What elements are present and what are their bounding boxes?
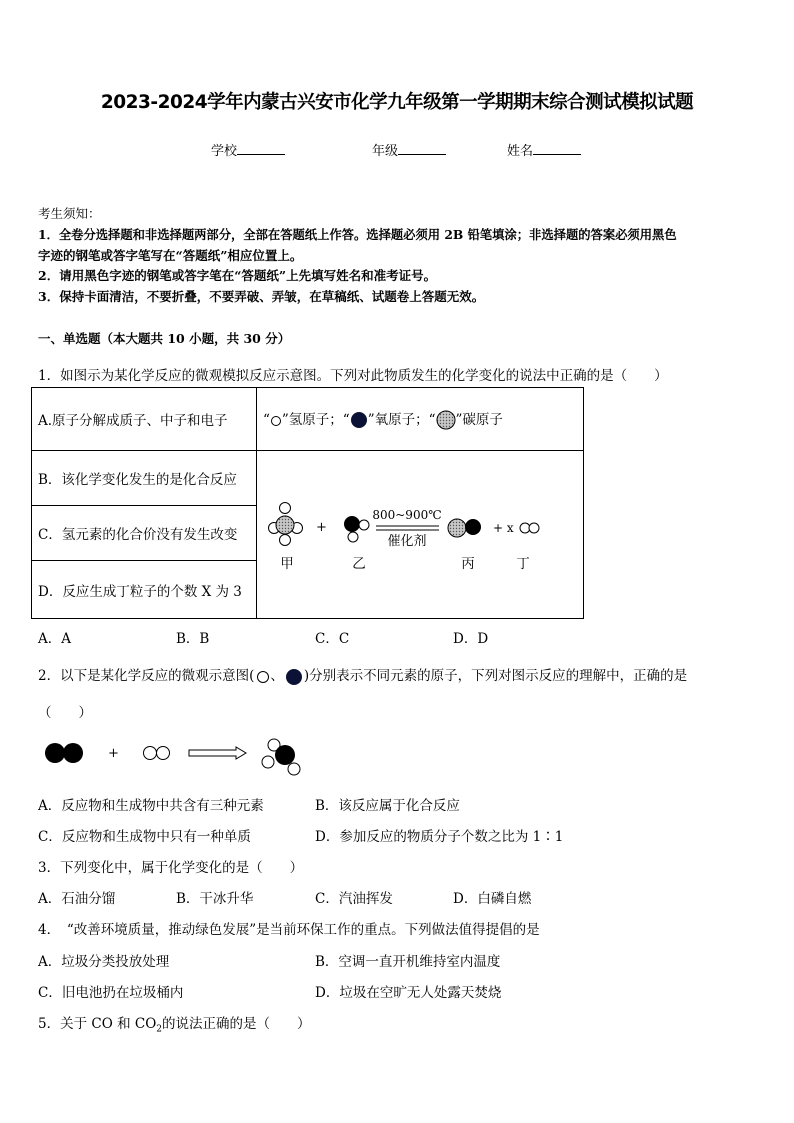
q2-option-d: D．参加反应的物质分子个数之比为 1∶1 (315, 829, 564, 845)
q1-answer-b: B．B (176, 631, 210, 647)
q4-option-a: A．垃圾分类投放处理 (38, 954, 170, 970)
methane-molecule (269, 502, 303, 545)
q3-option-c: C．汽油挥发 (315, 891, 393, 907)
label-yi: 乙 (352, 555, 366, 572)
q2-option-b: B．该反应属于化合反应 (315, 798, 460, 814)
q2-reaction-diagram (40, 735, 310, 780)
name-blank (533, 141, 581, 155)
q1-answer-d: D．D (453, 631, 489, 647)
q4-option-b: B．空调一直开机维持室内温度 (315, 954, 501, 970)
school-label: 学校 (211, 144, 238, 159)
q3-option-a: A．石油分馏 (38, 891, 116, 907)
q3-option-d: D．白磷自燃 (453, 891, 532, 907)
q1-option-c: C．氢元素的化合价没有发生改变 (32, 506, 257, 561)
notice-line-2: 2．请用黑色字迹的钢笔或答字笔在“答题纸”上先填写姓名和准考证号。 (38, 268, 437, 283)
white-atom-icon (254, 670, 270, 684)
q1-option-b: B．该化学变化发生的是化合反应 (32, 451, 257, 506)
carbon-atom-icon (436, 410, 456, 430)
notice-line-3: 3．保持卡面清洁，不要折叠，不要弄破、弄皱，在草稿纸、试题卷上答题无效。 (38, 289, 485, 304)
q5-stem: 5．关于 CO 和 $CO_2$的说法正确的是（ ） (38, 1016, 311, 1035)
oxygen-atom-icon (350, 411, 368, 429)
section-heading: 一、单选题（本大题共 10 小题，共 30 分） (38, 331, 291, 346)
water-molecule (344, 516, 369, 542)
legend-carbon-label: ”碳原子 (455, 411, 503, 428)
name-field (507, 140, 581, 159)
legend-oxygen-label: ”氧原子；“ (367, 411, 436, 428)
grade-label: 年级 (372, 144, 399, 159)
q3-option-b: B．干冰升华 (176, 891, 254, 907)
q1-reaction-diagram (257, 452, 583, 618)
q4-stem: 4． “改善环境质量，推动绿色发展”是当前环保工作的重点。下列做法值得提倡的是 (38, 922, 540, 938)
hydrogen-molecule (520, 523, 539, 533)
notice-line-1b: 字迹的钢笔或答字笔写在“答题纸”相应位置上。 (38, 248, 303, 263)
q4-option-d: D．垃圾在空旷无人处露天焚烧 (315, 985, 502, 1001)
grade-blank (398, 141, 446, 155)
notice-line-1a: 1．全卷分选择题和非选择题两部分，全部在答题纸上作答。选择题必须用 2B 铅笔填涂；非选择题的答案必须用黑色 (38, 227, 677, 242)
school-field (211, 140, 285, 159)
school-blank (237, 141, 285, 155)
q1-table (31, 387, 584, 619)
label-jia: 甲 (280, 555, 294, 572)
q1-legend: “ ”氢原子；“ ”氧原子；“ ”碳原子 (257, 388, 584, 451)
q2-option-c: C．反应物和生成物中只有一种单质 (38, 829, 251, 845)
plus-sign-1: + (316, 519, 327, 535)
q1-diagram-cell (257, 451, 584, 619)
reaction-condition: 800~900℃ (372, 507, 442, 522)
name-label: 姓名 (507, 144, 534, 159)
legend-hydrogen-label: ”氢原子；“ (281, 411, 350, 428)
page-title: 2023-2024学年内蒙古兴安市化学九年级第一学期期末综合测试模拟试题 (100, 92, 694, 113)
grade-field (372, 140, 446, 159)
q2-stem: 2．以下是某化学反应的微观示意图( 、 )分别表示不同元素的原子，下列对图示反应的理解中，正确的是 (38, 668, 688, 684)
carbon-monoxide-molecule (448, 519, 481, 537)
q1-stem: 1．如图示为某化学反应的微观模拟反应示意图。下列对此物质发生的化学变化的说法中正确的是（ ） (38, 368, 668, 384)
notice-heading: 考生须知： (38, 206, 101, 221)
q2-option-a: A．反应物和生成物中共含有三种元素 (38, 798, 264, 814)
hydrogen-atom-icon (270, 414, 282, 426)
reaction-arrow-icon (189, 747, 246, 759)
q2-plus: + (108, 746, 119, 761)
q1-answer-c: C．C (315, 631, 350, 647)
plus-x-label: + x (493, 520, 514, 535)
q3-stem: 3．下列变化中，属于化学变化的是（ ） (38, 860, 304, 876)
q1-answer-a: A．A (38, 631, 71, 647)
dark-atom-icon (284, 668, 304, 686)
q1-option-d: D．反应生成丁粒子的个数 X 为 3 (32, 561, 257, 619)
q1-option-a: A.原子分解成质子、中子和电子 (32, 388, 257, 451)
catalyst-label: 催化剂 (387, 533, 427, 549)
q2-paren: （ ） (38, 705, 92, 721)
label-ding: 丁 (516, 555, 530, 572)
label-bing: 丙 (461, 555, 475, 572)
q4-option-c: C．旧电池扔在垃圾桶内 (38, 985, 184, 1001)
